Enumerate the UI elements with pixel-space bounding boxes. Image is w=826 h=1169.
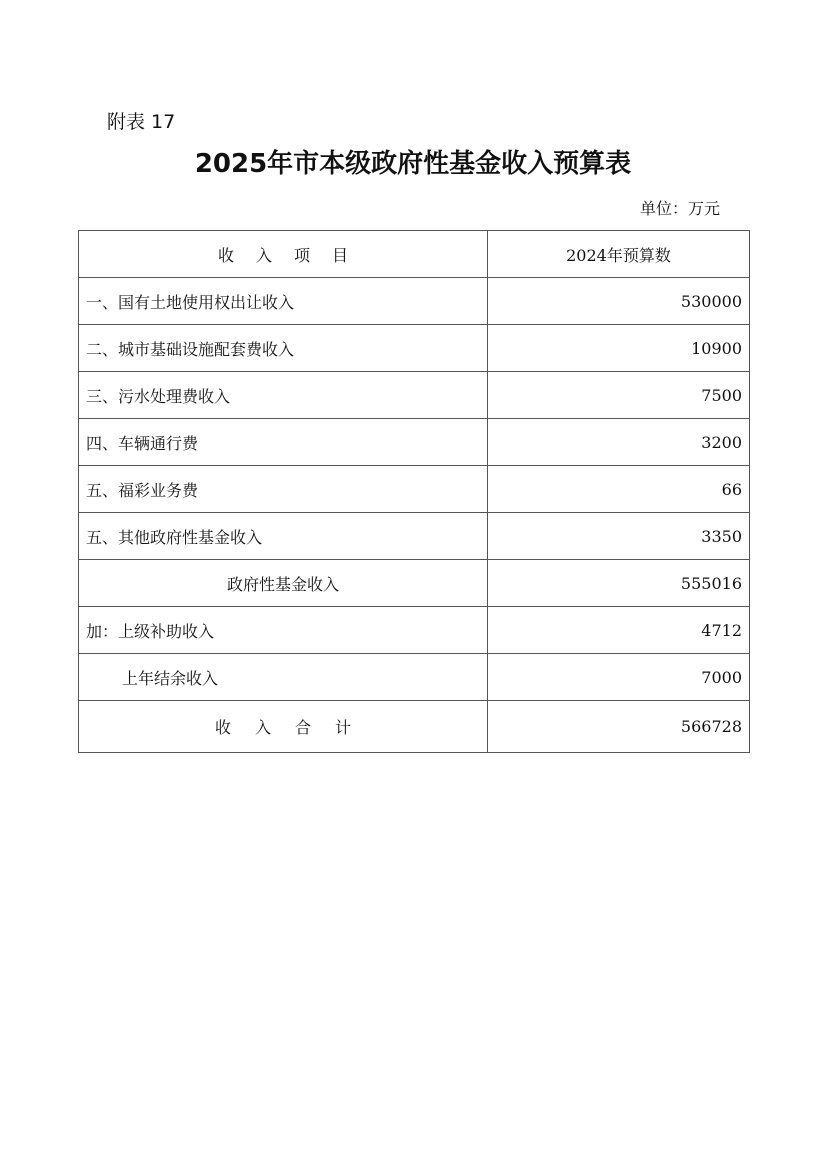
subtotal-value: 555016 <box>488 560 750 607</box>
table-row <box>79 607 750 654</box>
unit-label: 单位：万元 <box>639 199 720 218</box>
table-row <box>79 278 750 325</box>
row-value: 66 <box>488 466 750 513</box>
table-row <box>79 513 750 560</box>
table-row <box>79 419 750 466</box>
row-value: 7000 <box>488 654 750 701</box>
budget-table <box>78 230 750 753</box>
page-title: 2025年市本级政府性基金收入预算表 <box>194 149 632 179</box>
subtotal-label: 政府性基金收入 <box>79 560 488 607</box>
row-value: 530000 <box>488 278 750 325</box>
attachment-label: 附表 17 <box>107 111 176 133</box>
table-row <box>79 372 750 419</box>
row-label: 五、福彩业务费 <box>79 466 488 513</box>
row-value: 7500 <box>488 372 750 419</box>
table-row <box>79 325 750 372</box>
table-row <box>79 466 750 513</box>
row-label: 五、其他政府性基金收入 <box>79 513 488 560</box>
total-row <box>79 701 750 753</box>
row-value: 3350 <box>488 513 750 560</box>
row-label: 二、城市基础设施配套费收入 <box>79 325 488 372</box>
table-row <box>79 654 750 701</box>
column-header-budget: 2024年预算数 <box>488 231 750 278</box>
table-header-row <box>79 231 750 278</box>
row-value: 10900 <box>488 325 750 372</box>
row-value: 4712 <box>488 607 750 654</box>
row-label: 三、污水处理费收入 <box>79 372 488 419</box>
row-label: 加：上级补助收入 <box>79 607 488 654</box>
subtotal-row <box>79 560 750 607</box>
total-label: 收入合计 <box>79 701 488 753</box>
row-label: 上年结余收入 <box>79 654 488 701</box>
row-label: 四、车辆通行费 <box>79 419 488 466</box>
column-header-item: 收入项目 <box>79 231 488 278</box>
row-value: 3200 <box>488 419 750 466</box>
row-label: 一、国有土地使用权出让收入 <box>79 278 488 325</box>
total-value: 566728 <box>488 701 750 753</box>
